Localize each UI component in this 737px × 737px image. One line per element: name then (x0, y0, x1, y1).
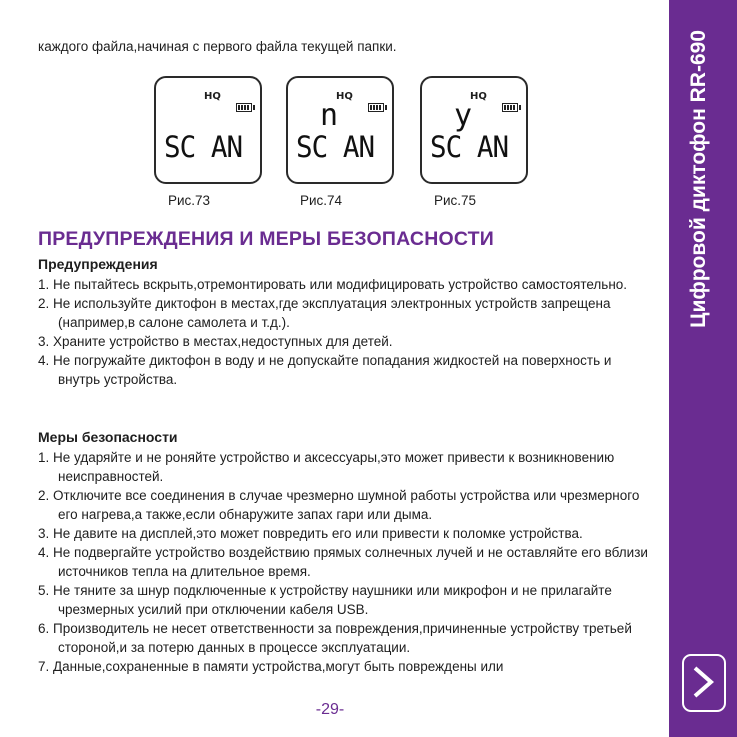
intro-text: каждого файла,начиная с первого файла текущей папки. (38, 39, 397, 54)
figure-caption: Рис.74 (300, 193, 343, 208)
figure-75 (420, 76, 530, 208)
page-number: -29- (315, 701, 345, 718)
section-title: ПРЕДУПРЕЖДЕНИЯ И МЕРЫ БЕЗОПАСНОСТИ (38, 228, 494, 250)
figure-caption: Рис.75 (434, 193, 477, 208)
figure-73 (154, 76, 264, 208)
warnings-list (38, 275, 650, 389)
list-item: 2. Не используйте диктофон в местах,где эксплуатация электронных устройств запрещена (например,в салоне самолета и т.д.). (38, 296, 611, 330)
lcd-letter: y (454, 98, 474, 133)
safety-list (38, 448, 650, 676)
lcd-letter: n (320, 98, 340, 133)
hq-indicator: HQ (204, 91, 221, 102)
list-item: 3. Храните устройство в местах,недоступных для детей. (38, 334, 393, 349)
list-item: 4. Не погружайте диктофон в воду и не допускайте попадания жидкостей на поверхность и внутрь устройства. (38, 353, 612, 387)
lcd-display (154, 76, 262, 184)
list-item: 1. Не пытайтесь вскрыть,отремонтировать или модифицировать устройство самостоятельно. (38, 277, 628, 292)
list-item: 2. Отключите все соединения в случае чрезмерно шумной работы устройства или чрезмерного его нагрева,а также,если обнаружите запах гари или дыма. (38, 488, 640, 522)
battery-icon (368, 103, 384, 112)
hq-indicator: HQ (336, 91, 353, 102)
hq-indicator: HQ (470, 91, 487, 102)
safety-heading: Меры безопасности (38, 429, 178, 445)
list-item: 1. Не ударяйте и не роняйте устройство и аксессуары,это может привести к возникновению неисправностей. (38, 450, 615, 484)
next-page-button[interactable] (682, 654, 726, 712)
figures (0, 76, 660, 216)
list-item: 6. Производитель не несет ответственности за повреждения,причиненные устройству третьей стороной,и за потерю данных в процессе эксплуатации. (38, 621, 632, 655)
lcd-mode-text: SC AN (430, 130, 509, 164)
sidebar-title: Цифровой диктофон RR-690 (687, 30, 710, 328)
figure-caption: Рис.73 (168, 193, 211, 208)
battery-icon (502, 103, 518, 112)
list-item: 5. Не тяните за шнур подключенные к устройству наушники или микрофон и не прилагайте чрезмерных усилий при отключении кабеля USB. (38, 583, 612, 617)
lcd-display (420, 76, 528, 184)
lcd-mode-text: SC AN (296, 130, 375, 164)
chevron-right-icon (692, 666, 714, 698)
list-item: 7. Данные,сохраненные в памяти устройства,могут быть повреждены или (38, 659, 504, 674)
sidebar (669, 0, 737, 737)
lcd-display (286, 76, 394, 184)
list-item: 4. Не подвергайте устройство воздействию прямых солнечных лучей и не оставляйте его вблизи источников тепла на длительное время. (38, 545, 648, 579)
lcd-mode-text: SC AN (164, 130, 243, 164)
battery-icon (236, 103, 252, 112)
list-item: 3. Не давите на дисплей,это может повредить его или привести к поломке устройства. (38, 526, 583, 541)
figure-74 (286, 76, 396, 208)
warnings-heading: Предупреждения (38, 256, 158, 272)
